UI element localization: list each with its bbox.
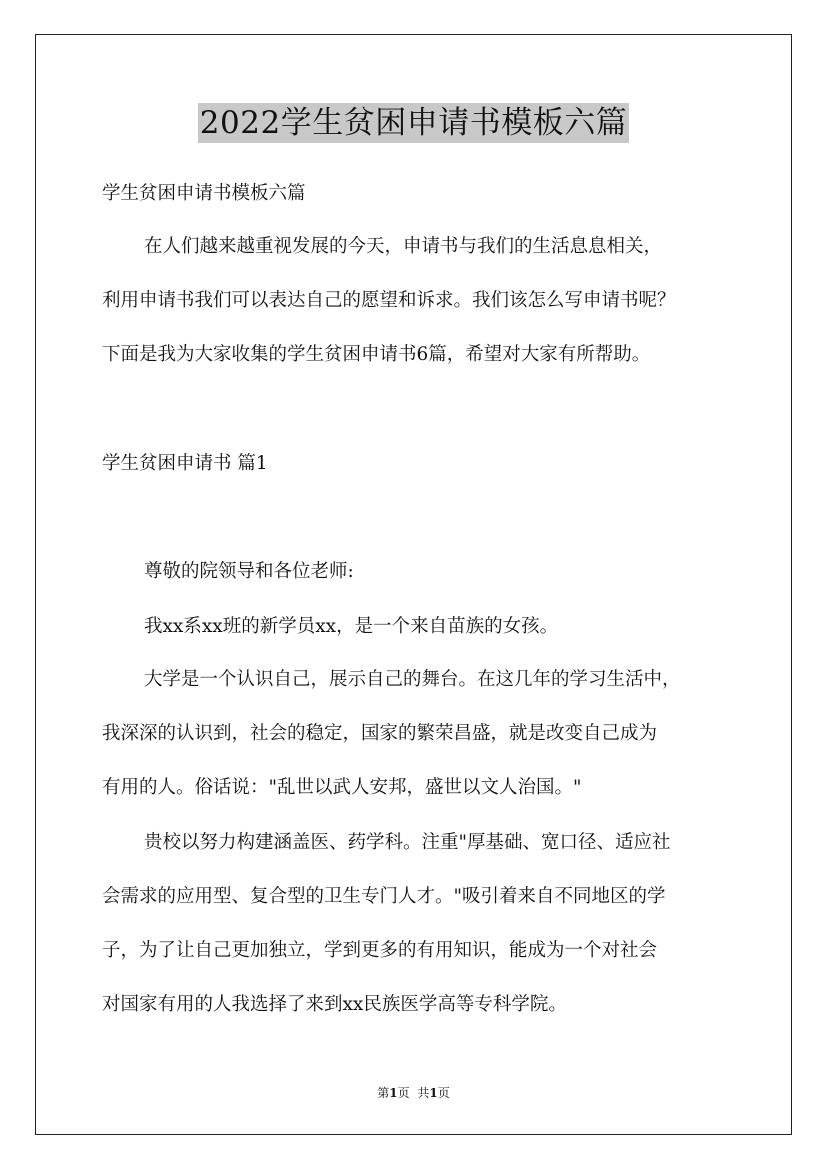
footer-total-number: 1	[429, 1086, 438, 1100]
intro-line-3: 下面是我为大家收集的学生贫困申请书6篇，希望对大家有所帮助。	[102, 344, 651, 365]
footer-page-number: 1	[389, 1086, 398, 1100]
intro-paragraph	[102, 232, 732, 394]
salutation	[102, 557, 732, 611]
paragraph-3-line-4: 对国家有用的人我选择了来到xx民族医学高等专科学院。	[102, 994, 567, 1015]
footer-page-suffix: 页	[397, 1086, 410, 1100]
salutation-line: 尊敬的院领导和各位老师:	[144, 561, 354, 582]
paragraph-1-line-1: 我xx系xx班的新学员xx，是一个来自苗族的女孩。	[144, 616, 559, 637]
footer-total-suffix: 页	[437, 1086, 450, 1100]
intro-line-2: 利用申请书我们可以表达自己的愿望和诉求。我们该怎么写申请书呢？	[102, 290, 676, 311]
document-title: 2022学生贫困申请书模板六篇	[199, 105, 628, 141]
paragraph-2-line-1: 大学是一个认识自己，展示自己的舞台。在这几年的学习生活中，	[144, 669, 681, 690]
paragraph-3-line-1: 贵校以努力构建涵盖医、药学科。注重"厚基础、宽口径、适应社	[144, 832, 671, 853]
paragraph-3	[102, 828, 732, 1044]
paragraph-3-line-2: 会需求的应用型、复合型的卫生专门人才。"吸引着来自不同地区的学	[102, 886, 666, 907]
paragraph-3-line-3: 子，为了让自己更加独立，学到更多的有用知识，能成为一个对社会	[102, 940, 658, 961]
paragraph-2-line-2: 我深深的认识到，社会的稳定，国家的繁荣昌盛，就是改变自己成为	[102, 723, 658, 744]
paragraph-1	[102, 612, 732, 666]
page-footer	[0, 1085, 827, 1101]
section-heading: 学生贫困申请书 篇1	[102, 453, 268, 474]
footer-total-prefix: 共	[417, 1086, 430, 1100]
footer-page-prefix: 第	[377, 1086, 390, 1100]
paragraph-2	[102, 665, 732, 827]
paragraph-2-line-3: 有用的人。俗话说："乱世以武人安邦，盛世以文人治国。"	[102, 777, 582, 798]
document-subtitle: 学生贫困申请书模板六篇	[102, 183, 306, 204]
title-container	[0, 103, 827, 143]
intro-line-1: 在人们越来越重视发展的今天，申请书与我们的生活息息相关，	[144, 236, 663, 257]
